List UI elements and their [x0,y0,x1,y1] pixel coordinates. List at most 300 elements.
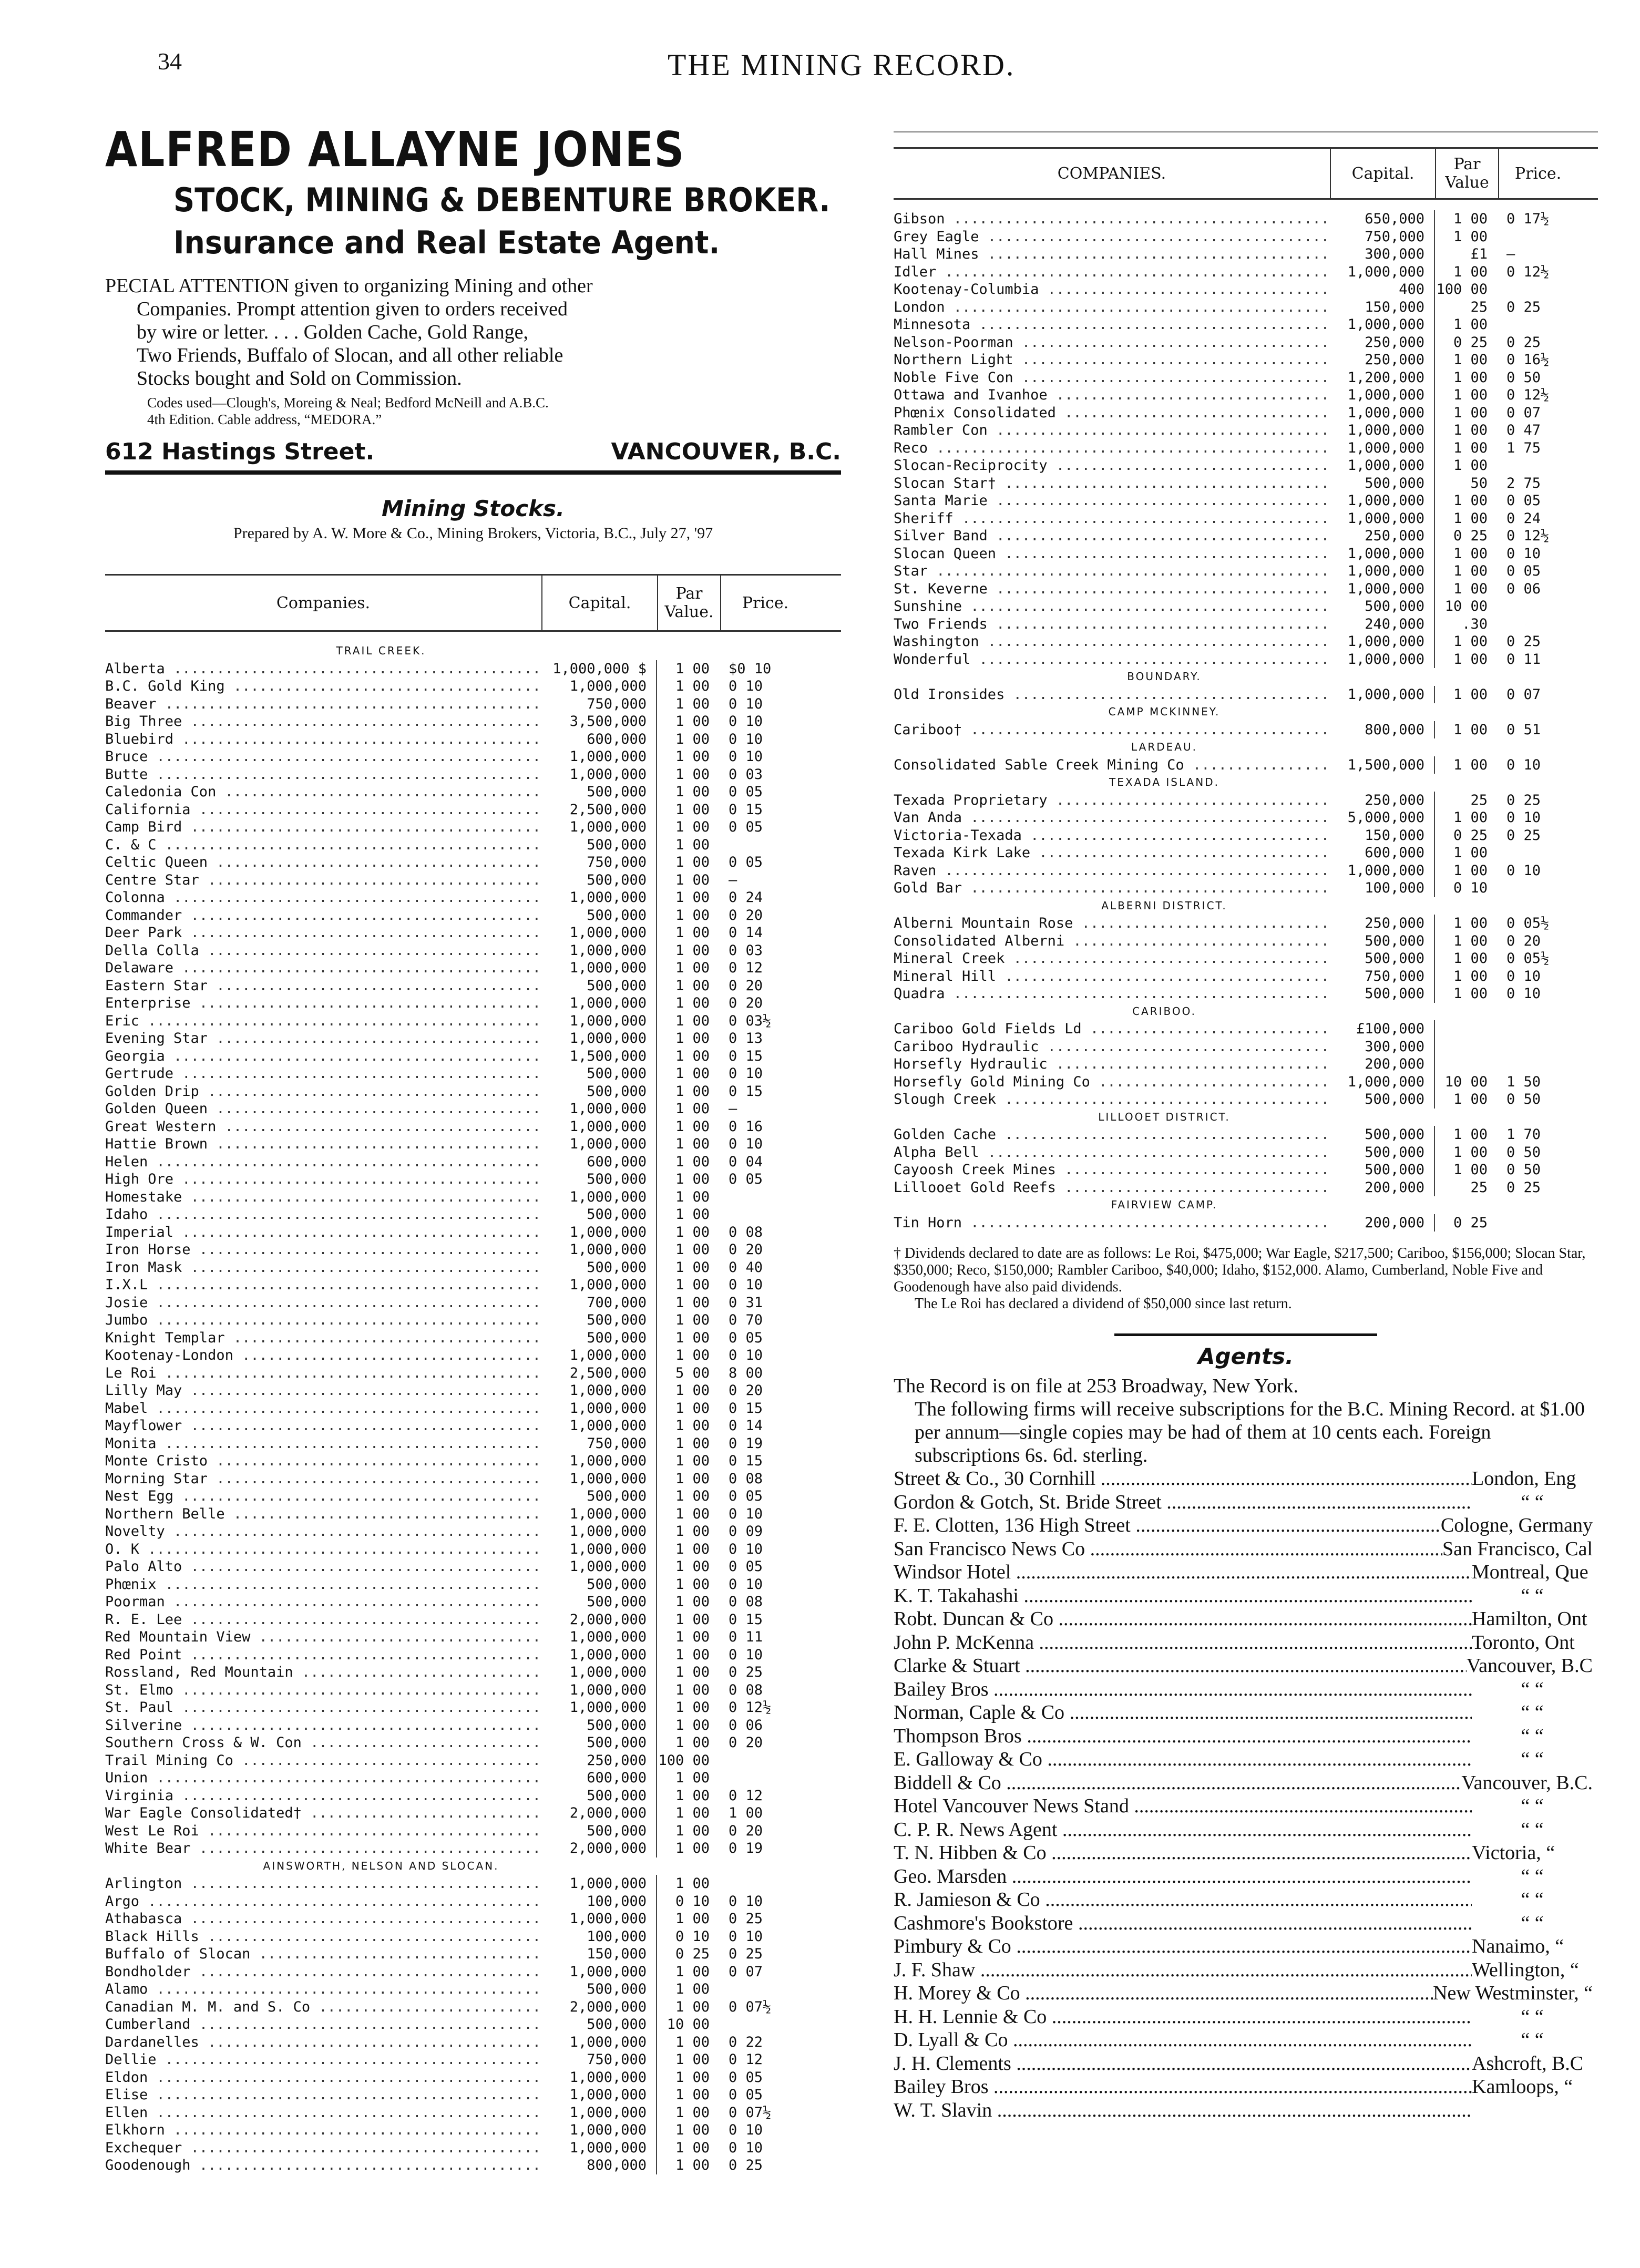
company-name: Bluebird ..... [105,731,541,748]
capital-value: 1,000,000 [1330,651,1435,669]
agent-name: Geo. Marsden ..... [894,1865,1472,1889]
company-name: Dellie ..... [105,2051,541,2069]
agents-intro-para: The following firms will receive subscriptions for the B.C. Mining Record. at $1.00 per annum—single copies may be had of them at 10 cents each. Foreign subscriptions 6s. 6d. sterling. [915,1398,1585,1466]
company-name: Ottawa and Ivanhoe ..... [894,386,1330,404]
table-row [105,1576,841,1594]
price-value: 0 40 [729,1259,763,1276]
price-value: 0 13 [729,1030,763,1046]
table-row [105,766,841,784]
capital-value: 1,000,000 [541,818,657,836]
company-name: Mabel ..... [105,1400,541,1418]
table-row [105,1294,841,1312]
company-name: Two Friends ..... [894,615,1330,633]
agent-row [894,1514,1598,1537]
agents-title: Agents. [1198,1343,1294,1369]
par-value: 1 00 [675,695,710,712]
price-value: 0 10 [729,695,763,712]
company-name: St. Elmo ..... [105,1681,541,1699]
capital-value: 500,000 [541,1311,657,1329]
capital-value: 5,000,000 [1330,809,1435,827]
price-value: 0 10 [1506,862,1541,879]
company-name: Minnesota ..... [894,316,1330,334]
table-row [894,1055,1598,1073]
table-row [105,1048,841,1065]
company-name: Star ..... [894,562,1330,580]
par-value: 1 00 [1453,686,1488,703]
price-value: 0 25 [1506,334,1541,351]
par-value: 1 00 [675,1770,710,1786]
table-row [894,756,1598,774]
table-row [894,1126,1598,1144]
agent-city: Cologne, Germany [1440,1514,1593,1536]
company-name: Northern Light ..... [894,351,1330,369]
capital-value: 1,000,000 [541,1664,657,1681]
agent-row [894,2075,1598,2099]
price-value: 0 19 [729,1840,763,1856]
table-row [894,580,1598,598]
price-value: 0 05 [729,2069,763,2086]
price-value: 0 10 [729,1136,763,1152]
table-row [894,1214,1598,1232]
company-name: Tin Horn ..... [894,1214,1330,1232]
capital-value: 1,000,000 [541,1558,657,1576]
price-value: 0 12 [729,960,763,976]
price-value: 0 08 [729,1594,763,1610]
price-value: 0 15 [729,1083,763,1100]
price-value: 0 06 [729,1717,763,1733]
table-row [105,1787,841,1805]
price-value: 0 10 [1506,809,1541,826]
par-value: 1 00 [675,1083,710,1100]
table-row [105,1734,841,1752]
table-row [894,1038,1598,1056]
par-value: 25 [1470,299,1488,315]
capital-value: 1,000,000 [541,1470,657,1488]
table-row [105,2104,841,2122]
company-name: Black Hills ..... [105,1928,541,1946]
agent-city: San Francisco, Cal [1442,1537,1593,1560]
company-name: Cariboo† ..... [894,721,1330,739]
company-name: Athabasca ..... [105,1910,541,1928]
agent-row [894,1958,1598,1982]
capital-value: 1,000,000 [1330,633,1435,651]
price-value: 0 25 [1506,299,1541,315]
ad-line: PECIAL ATTENTION given to organizing Mining and other [105,275,593,297]
company-name: Iron Mask ..... [105,1259,541,1277]
par-value: 1 00 [675,2087,710,2103]
agent-name: Clarke & Stuart ..... [894,1654,1467,1678]
agent-name: W. T. Slavin ..... [894,2099,1472,2122]
capital-value: 600,000 [541,731,657,748]
agent-name: R. Jamieson & Co ..... [894,1888,1472,1912]
table-row [894,651,1598,669]
capital-value: 500,000 [1330,1144,1435,1162]
table-row [105,1593,841,1611]
capital-value: 150,000 [1330,299,1435,316]
company-name: Cariboo Hydraulic ..... [894,1038,1330,1056]
col-capital: Capital. [1330,149,1435,198]
col-price: Price. [720,576,809,630]
company-name: Morning Star ..... [105,1470,541,1488]
table-row [105,1364,841,1382]
price-value: 0 06 [1506,580,1541,597]
agent-row [894,1912,1598,1935]
table-row [105,924,841,942]
agent-row [894,1865,1598,1889]
company-name: Red Mountain View ..... [105,1628,541,1646]
capital-value: 150,000 [541,1945,657,1963]
par-value: 100 00 [658,1752,710,1769]
agents-rule [1114,1333,1377,1336]
table-row [105,1804,841,1822]
table-row [105,1875,841,1893]
table-row [894,862,1598,880]
company-name: Colonna ..... [105,889,541,907]
table-row [894,809,1598,827]
company-name: Phœnix ..... [105,1576,541,1594]
table-row [894,545,1598,563]
col-companies: COMPANIES. [1057,164,1166,183]
price-value: 0 16½ [1506,352,1550,368]
table-row [105,2051,841,2069]
par-value: 1 00 [1453,756,1488,773]
company-name: White Bear ..... [105,1840,541,1857]
table-row [105,1012,841,1030]
table-row [105,1311,841,1329]
table-row [105,1681,841,1699]
table-row [894,686,1598,704]
table-row [105,1100,841,1118]
par-value: 1 00 [675,1206,710,1223]
capital-value: 600,000 [541,1769,657,1787]
par-value: 0 25 [1453,1214,1488,1231]
price-value: 0 10 [729,2122,763,2138]
capital-value: 1,000,000 [541,1646,657,1664]
company-name: Red Point ..... [105,1646,541,1664]
capital-value: 1,000,000 [541,1400,657,1418]
table-row [105,1717,841,1735]
company-name: Hall Mines ..... [894,245,1330,263]
table-row [105,1030,841,1048]
capital-value: 1,000,000 [541,2034,657,2051]
table-row [894,950,1598,968]
table-row [105,1083,841,1101]
ad-codes-line: 4th Edition. Cable address, “MEDORA.” [147,412,382,427]
capital-value: 500,000 [541,1259,657,1277]
price-value: 0 05 [729,2087,763,2103]
agent-row [894,1537,1598,1561]
company-name: Argo ..... [105,1893,541,1911]
price-value: 0 10 [1506,756,1541,773]
price-value: 0 07½ [729,2104,772,2121]
par-value: 10 00 [1444,1073,1488,1090]
par-value: 1 00 [1453,387,1488,403]
price-value: — [729,871,737,888]
capital-value: £100,000 [1330,1020,1435,1038]
capital-value: 1,000,000 [541,1417,657,1435]
company-name: Mayflower ..... [105,1417,541,1435]
agent-name: Bailey Bros ..... [894,1678,1472,1701]
company-name: Kootenay-Columbia ..... [894,281,1330,299]
section-heading: LARDEAU. [1131,741,1197,753]
company-name: B.C. Gold King ..... [105,678,541,695]
broker-name: ALFRED ALLAYNE JONES [105,121,685,178]
agent-city: “ “ [1521,1584,1544,1607]
agent-name: Windsor Hotel ..... [894,1561,1472,1584]
company-name: Quadra ..... [894,985,1330,1003]
table-row [105,871,841,889]
par-value: 1 00 [675,1048,710,1064]
ad-codes-line: Codes used—Clough's, Moreing & Neal; Bedford McNeill and A.B.C. [147,395,549,411]
par-value: 1 00 [1453,845,1488,861]
table-row [105,1646,841,1664]
right-column [894,147,1598,2122]
company-name: Southern Cross & W. Con ..... [105,1734,541,1752]
par-value: 1 00 [675,925,710,941]
company-name: Helen ..... [105,1153,541,1171]
company-name: Golden Cache ..... [894,1126,1330,1144]
par-value: 1 00 [675,1171,710,1187]
price-value: 0 05 [729,1488,763,1504]
table-row [105,1945,841,1963]
table-row [894,827,1598,845]
par-value: 100 00 [1436,281,1488,297]
company-name: St. Paul ..... [105,1699,541,1717]
price-value: 0 10 [729,1928,763,1945]
table-row [105,1259,841,1277]
company-name: Gertrude ..... [105,1065,541,1083]
company-name: Arlington ..... [105,1875,541,1893]
price-value: 0 05½ [1506,950,1550,967]
page-header-title: THE MINING RECORD. [668,48,1016,82]
city: VANCOUVER, B.C. [611,438,841,465]
par-value: 1 00 [1453,263,1488,280]
table-row [105,1452,841,1470]
company-name: Iron Horse ..... [105,1241,541,1259]
par-value: 1 00 [675,1717,710,1733]
table-row [105,1980,841,1998]
price-value: 0 05 [729,819,763,835]
capital-value: 1,500,000 [1330,756,1435,774]
capital-value: 1,000,000 [541,1963,657,1981]
table-row [105,1963,841,1981]
capital-value: 1,000,000 [541,1188,657,1206]
par-value: 1 00 [1453,1144,1488,1161]
company-name: Victoria-Texada ..... [894,827,1330,845]
price-value: 0 25 [729,2157,763,2173]
price-value: 1 70 [1506,1126,1541,1143]
capital-value: 500,000 [541,836,657,854]
capital-value: 2,500,000 [541,801,657,819]
agent-name: Street & Co., 30 Cornhill ..... [894,1467,1472,1491]
table-row [105,1135,841,1153]
par-value: 1 00 [675,960,710,976]
ad-address [105,438,841,475]
company-name: Texada Kirk Lake ..... [894,844,1330,862]
company-name: Cayoosh Creek Mines ..... [894,1161,1330,1179]
par-value: 1 00 [675,1329,710,1346]
agent-city: London, Eng [1472,1467,1576,1490]
broker-subtitle: STOCK, MINING & DEBENTURE BROKER. [173,181,831,219]
table-row [894,475,1598,492]
capital-value: 500,000 [1330,950,1435,968]
table-row [105,1065,841,1083]
agent-name: Cashmore's Bookstore ..... [894,1912,1472,1935]
agent-name: Hotel Vancouver News Stand ..... [894,1794,1472,1818]
par-value: 1 00 [675,1259,710,1276]
capital-value: 500,000 [541,871,657,889]
price-value: 0 15 [729,1453,763,1469]
table-row [894,633,1598,651]
price-value: 0 15 [729,1611,763,1628]
table-row [105,1400,841,1418]
company-name: Bruce ..... [105,748,541,766]
page-number: 34 [158,48,182,75]
capital-value: 600,000 [541,1153,657,1171]
company-name: Dardanelles ..... [105,2034,541,2051]
par-value: 1 00 [675,1418,710,1434]
table-row [105,1910,841,1928]
agent-city [1472,2099,1598,2122]
company-name: Gold Bar ..... [894,879,1330,897]
capital-value: 750,000 [541,695,657,713]
price-value: 0 05 [1506,492,1541,509]
agent-name: Norman, Caple & Co ..... [894,1701,1472,1725]
par-value: £1 [1470,246,1488,262]
par-value: 1 00 [675,1118,710,1135]
agent-row [894,1491,1598,1514]
table-row [105,1417,841,1435]
table-row [105,1118,841,1136]
agent-row [894,1771,1598,1795]
company-name: Slocan Star† ..... [894,475,1330,492]
par-value: 1 00 [675,1453,710,1469]
company-name: Texada Proprietary ..... [894,792,1330,809]
table-row [105,959,841,977]
table-row [894,1179,1598,1197]
company-name: Buffalo of Slocan ..... [105,1945,541,1963]
company-name: Nelson-Poorman ..... [894,334,1330,352]
agent-city: “ “ [1521,1701,1544,1723]
company-name: Alberni Mountain Rose ..... [894,915,1330,932]
company-name: Cariboo Gold Fields Ld ..... [894,1020,1330,1038]
table-row [105,1470,841,1488]
capital-value: 100,000 [541,1893,657,1911]
col-capital: Capital. [541,576,657,630]
agent-city: “ “ [1521,1678,1544,1700]
price-value: 0 31 [729,1294,763,1311]
table-row [894,351,1598,369]
price-value: 0 50 [1506,1144,1541,1161]
par-value: 1 00 [675,1435,710,1452]
table-row [105,1188,841,1206]
company-name: Cumberland ..... [105,2016,541,2034]
par-value: 1 00 [1453,633,1488,650]
agent-name: C. P. R. News Agent ..... [894,1818,1472,1842]
agent-name: Biddell & Co ..... [894,1771,1461,1795]
table-row [105,2139,841,2157]
mining-stocks-title: Mining Stocks. [381,496,565,521]
table-row [894,844,1598,862]
capital-value: 1,000,000 [541,1505,657,1523]
capital-value: 500,000 [541,1734,657,1752]
agent-row [894,1561,1598,1584]
capital-value: 500,000 [541,1593,657,1611]
price-value: 0 20 [729,995,763,1011]
par-value: 1 00 [675,766,710,783]
company-name: Deer Park ..... [105,924,541,942]
capital-value: 250,000 [541,1752,657,1770]
agent-name: Bailey Bros ..... [894,2075,1472,2099]
table-row [105,1628,841,1646]
table-row [105,2016,841,2034]
capital-value: 1,000,000 [541,994,657,1012]
section-heading: TRAIL CREEK. [336,644,426,657]
company-name: Knight Templar ..... [105,1329,541,1347]
table-row [105,1558,841,1576]
price-value: 0 05 [729,784,763,800]
price-value: 0 08 [729,1224,763,1240]
price-value: 0 19 [729,1435,763,1452]
capital-value: 500,000 [541,1206,657,1224]
price-value: 0 05 [729,854,763,870]
company-name: Union ..... [105,1769,541,1787]
agent-row [894,1841,1598,1865]
par-value: 1 00 [1453,352,1488,368]
agent-name: John P. McKenna ..... [894,1631,1472,1655]
col-price: Price. [1498,149,1577,198]
price-value: 0 10 [729,1505,763,1522]
price-value: $0 10 [729,660,772,677]
table-row [894,439,1598,457]
company-name: Gibson ..... [894,210,1330,228]
par-value: 10 00 [667,2016,710,2033]
capital-value: 250,000 [1330,351,1435,369]
company-name: Lillooet Gold Reefs ..... [894,1179,1330,1197]
par-value: 1 00 [675,1277,710,1293]
company-name: Novelty ..... [105,1523,541,1541]
capital-value: 1,000,000 [541,1118,657,1136]
price-value: 0 20 [729,1735,763,1751]
capital-value: 1,000,000 [1330,316,1435,334]
par-value: 1 00 [675,1294,710,1311]
capital-value: 1,000,000 [1330,510,1435,528]
par-value: 1 00 [1453,510,1488,527]
capital-value: 500,000 [541,1980,657,1998]
company-name: War Eagle Consolidated† ..... [105,1804,541,1822]
agent-name: H. H. Lennie & Co ..... [894,2005,1472,2029]
capital-value: 1,000,000 [541,766,657,784]
par-value: 1 00 [675,1241,710,1258]
table-row [894,562,1598,580]
company-name: Imperial ..... [105,1224,541,1241]
table-row [105,994,841,1012]
par-value: 1 00 [675,1400,710,1417]
agent-city: “ “ [1521,2029,1544,2051]
stock-table-left [105,642,841,2174]
price-value: 0 22 [729,2034,763,2050]
capital-value: 500,000 [541,1329,657,1347]
company-name: St. Keverne ..... [894,580,1330,598]
price-value: 0 20 [729,977,763,994]
price-value: 0 10 [729,1347,763,1363]
par-value: 1 00 [1453,439,1488,456]
table-row [105,1523,841,1541]
capital-value: 1,000,000 [541,1910,657,1928]
price-value: 0 10 [729,713,763,730]
table-row [894,1020,1598,1038]
capital-value: 1,000,000 [541,1681,657,1699]
